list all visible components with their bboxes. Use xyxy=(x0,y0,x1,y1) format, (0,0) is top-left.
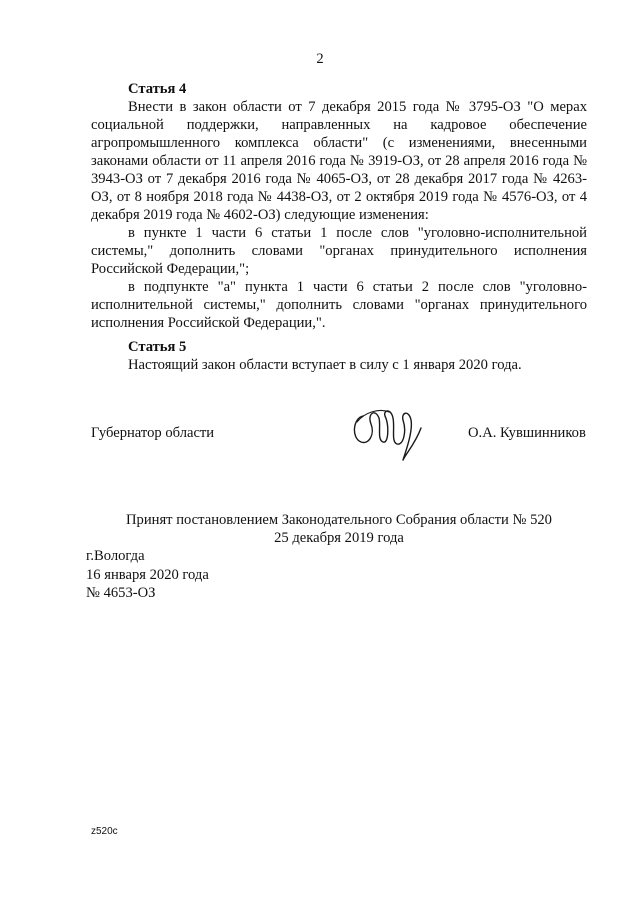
signer-name: О.А. Кувшинников xyxy=(468,425,586,441)
footer-city: г.Вологда xyxy=(86,548,145,564)
document-footer xyxy=(86,547,209,603)
article-4-item-1: в пункте 1 части 6 статьи 1 после слов "уголовно-исполнительной системы," дополнить словами "органах принудительного исполнения Российской Федерации,"; xyxy=(91,225,587,277)
adoption-line-1: Принят постановлением Законодательного Собрания области № 520 xyxy=(126,512,552,528)
footer-number: № 4653-ОЗ xyxy=(86,585,156,601)
article-5-text: Настоящий закон области вступает в силу с 1 января 2020 года. xyxy=(128,357,522,373)
article-4-intro: Внести в закон области от 7 декабря 2015 года № 3795-ОЗ "О мерах социальной поддержки, направленных на кадровое обеспечение агропромышленного комплекса области" (с изменениями, внесенными законами области от 11 апреля 2016 года № 3919-ОЗ, от 28 апреля 2016 года № 3943-ОЗ от 7 декабря 2016 года № 4065-ОЗ, от 28 декабря 2017 года № 4263-ОЗ, от 8 ноября 2018 года № 4438-ОЗ, от 2 октября 2019 года № 4576-ОЗ, от 4 декабря 2019 года № 4602-ОЗ) следующие изменения: xyxy=(91,99,587,223)
article-4-body xyxy=(91,98,587,332)
article-4-item-2: в подпункте "а" пункта 1 части 6 статьи 2 после слов "уголовно-исполнительной системы," дополнить словами "органах принудительного исполнения Российской Федерации,". xyxy=(91,279,587,331)
footer-date: 16 января 2020 года xyxy=(86,566,209,583)
document-code-mark: z520c xyxy=(91,826,118,837)
page-number: 2 xyxy=(316,51,324,67)
adoption-line-2: 25 декабря 2019 года xyxy=(274,530,404,546)
handwritten-signature xyxy=(345,398,437,468)
adoption-note xyxy=(91,511,587,547)
article-5-heading: Статья 5 xyxy=(128,339,187,355)
signer-title: Губернатор области xyxy=(91,425,215,441)
article-4-heading: Статья 4 xyxy=(128,81,187,97)
